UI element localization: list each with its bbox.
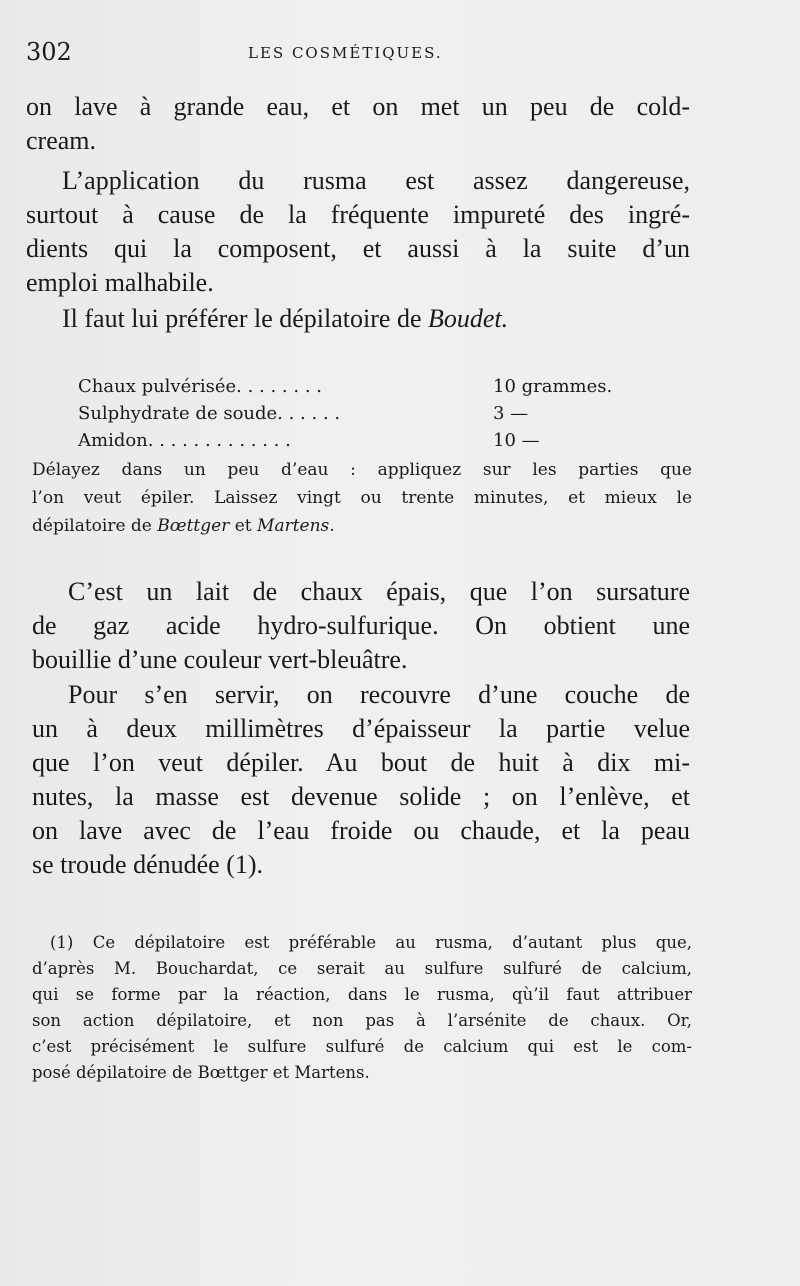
text-line [32,512,692,540]
footnote-line: son action dépilatoire, et non pas à l’arsénite de chaux. Or, [32,1011,692,1030]
recipe-row [78,400,658,427]
paragraph-5 [32,678,690,882]
text-line: nutes, la masse est devenue solide ; on l’enlève, et [32,782,690,811]
footnote-line: posé dépilatoire de Bœttger et Martens. [32,1063,370,1082]
text-line: se troude dénudée (1). [32,850,264,879]
author-name-boudet: Boudet. [427,304,509,333]
recipe-row [78,373,658,400]
text-line: emploi malhabile. [26,268,214,297]
ingredient-name: Sulphydrate de soude. . . . . . [78,403,341,424]
text-line [26,302,690,336]
footnote-line: (1) Ce dépilatoire est préférable au rusma, d’autant plus que, [50,933,692,952]
text-line: cream. [26,126,97,155]
footnote-line: qui se forme par la réaction, dans le rusma, qù’il faut attribuer [32,985,692,1004]
ingredient-quantity: 3 — [493,403,529,424]
paragraph-3-text: Il faut lui préférer le dépilatoire de [62,304,422,333]
text-line: dients qui la composent, et aussi à la suite d’un [26,234,690,263]
recipe-row [78,427,658,454]
instructions [32,456,692,540]
text-line: L’application du rusma est assez dangereuse, [62,166,690,195]
ingredient-quantity: 10 — [493,430,540,451]
text-line: surtout à cause de la fréquente impureté des ingré- [26,200,690,229]
ingredient-name: Chaux pulvérisée. . . . . . . . [78,376,322,397]
author-name-martens: Martens. [257,516,335,536]
text-line: que l’on veut dépiler. Au bout de huit à dix mi- [32,748,690,777]
footnote [32,930,692,1086]
footnote-line: d’après M. Bouchardat, ce serait au sulfure sulfuré de calcium, [32,959,692,978]
ingredient-name: Amidon. . . . . . . . . . . . . [78,430,291,451]
footnote-line: c’est précisément le sulfure sulfuré de calcium qui est le com- [32,1037,692,1056]
text-line: Pour s’en servir, on recouvre d’une couche de [68,680,690,709]
text-line: un à deux millimètres d’épaisseur la partie velue [32,714,690,743]
paragraph-4 [32,575,690,677]
text-line: on lave à grande eau, et on met un peu de cold- [26,92,690,121]
page-header [26,38,766,68]
text-line: bouillie d’une couleur vert-bleuâtre. [32,645,408,674]
paragraph-1 [26,90,690,158]
text-line: l’on veut épiler. Laissez vingt ou trente minutes, et mieux le [32,488,692,508]
ingredient-quantity: 10 grammes. [493,376,613,397]
author-name-boettger: Bœttger [157,516,230,536]
conjunction-text: et [234,516,252,536]
page-number: 302 [26,38,72,66]
text-line: de gaz acide hydro-sulfurique. On obtient une [32,611,690,640]
paragraph-2 [26,164,690,300]
running-title: LES COSMÉTIQUES. [248,44,443,62]
text-line: on lave avec de l’eau froide ou chaude, et la peau [32,816,690,845]
paragraph-3 [26,302,690,336]
instructions-text: dépilatoire de [32,516,152,536]
text-line: Délayez dans un peu d’eau : appliquez sur les parties que [32,460,692,480]
text-line: C’est un lait de chaux épais, que l’on sursature [68,577,690,606]
recipe-table [78,373,658,454]
